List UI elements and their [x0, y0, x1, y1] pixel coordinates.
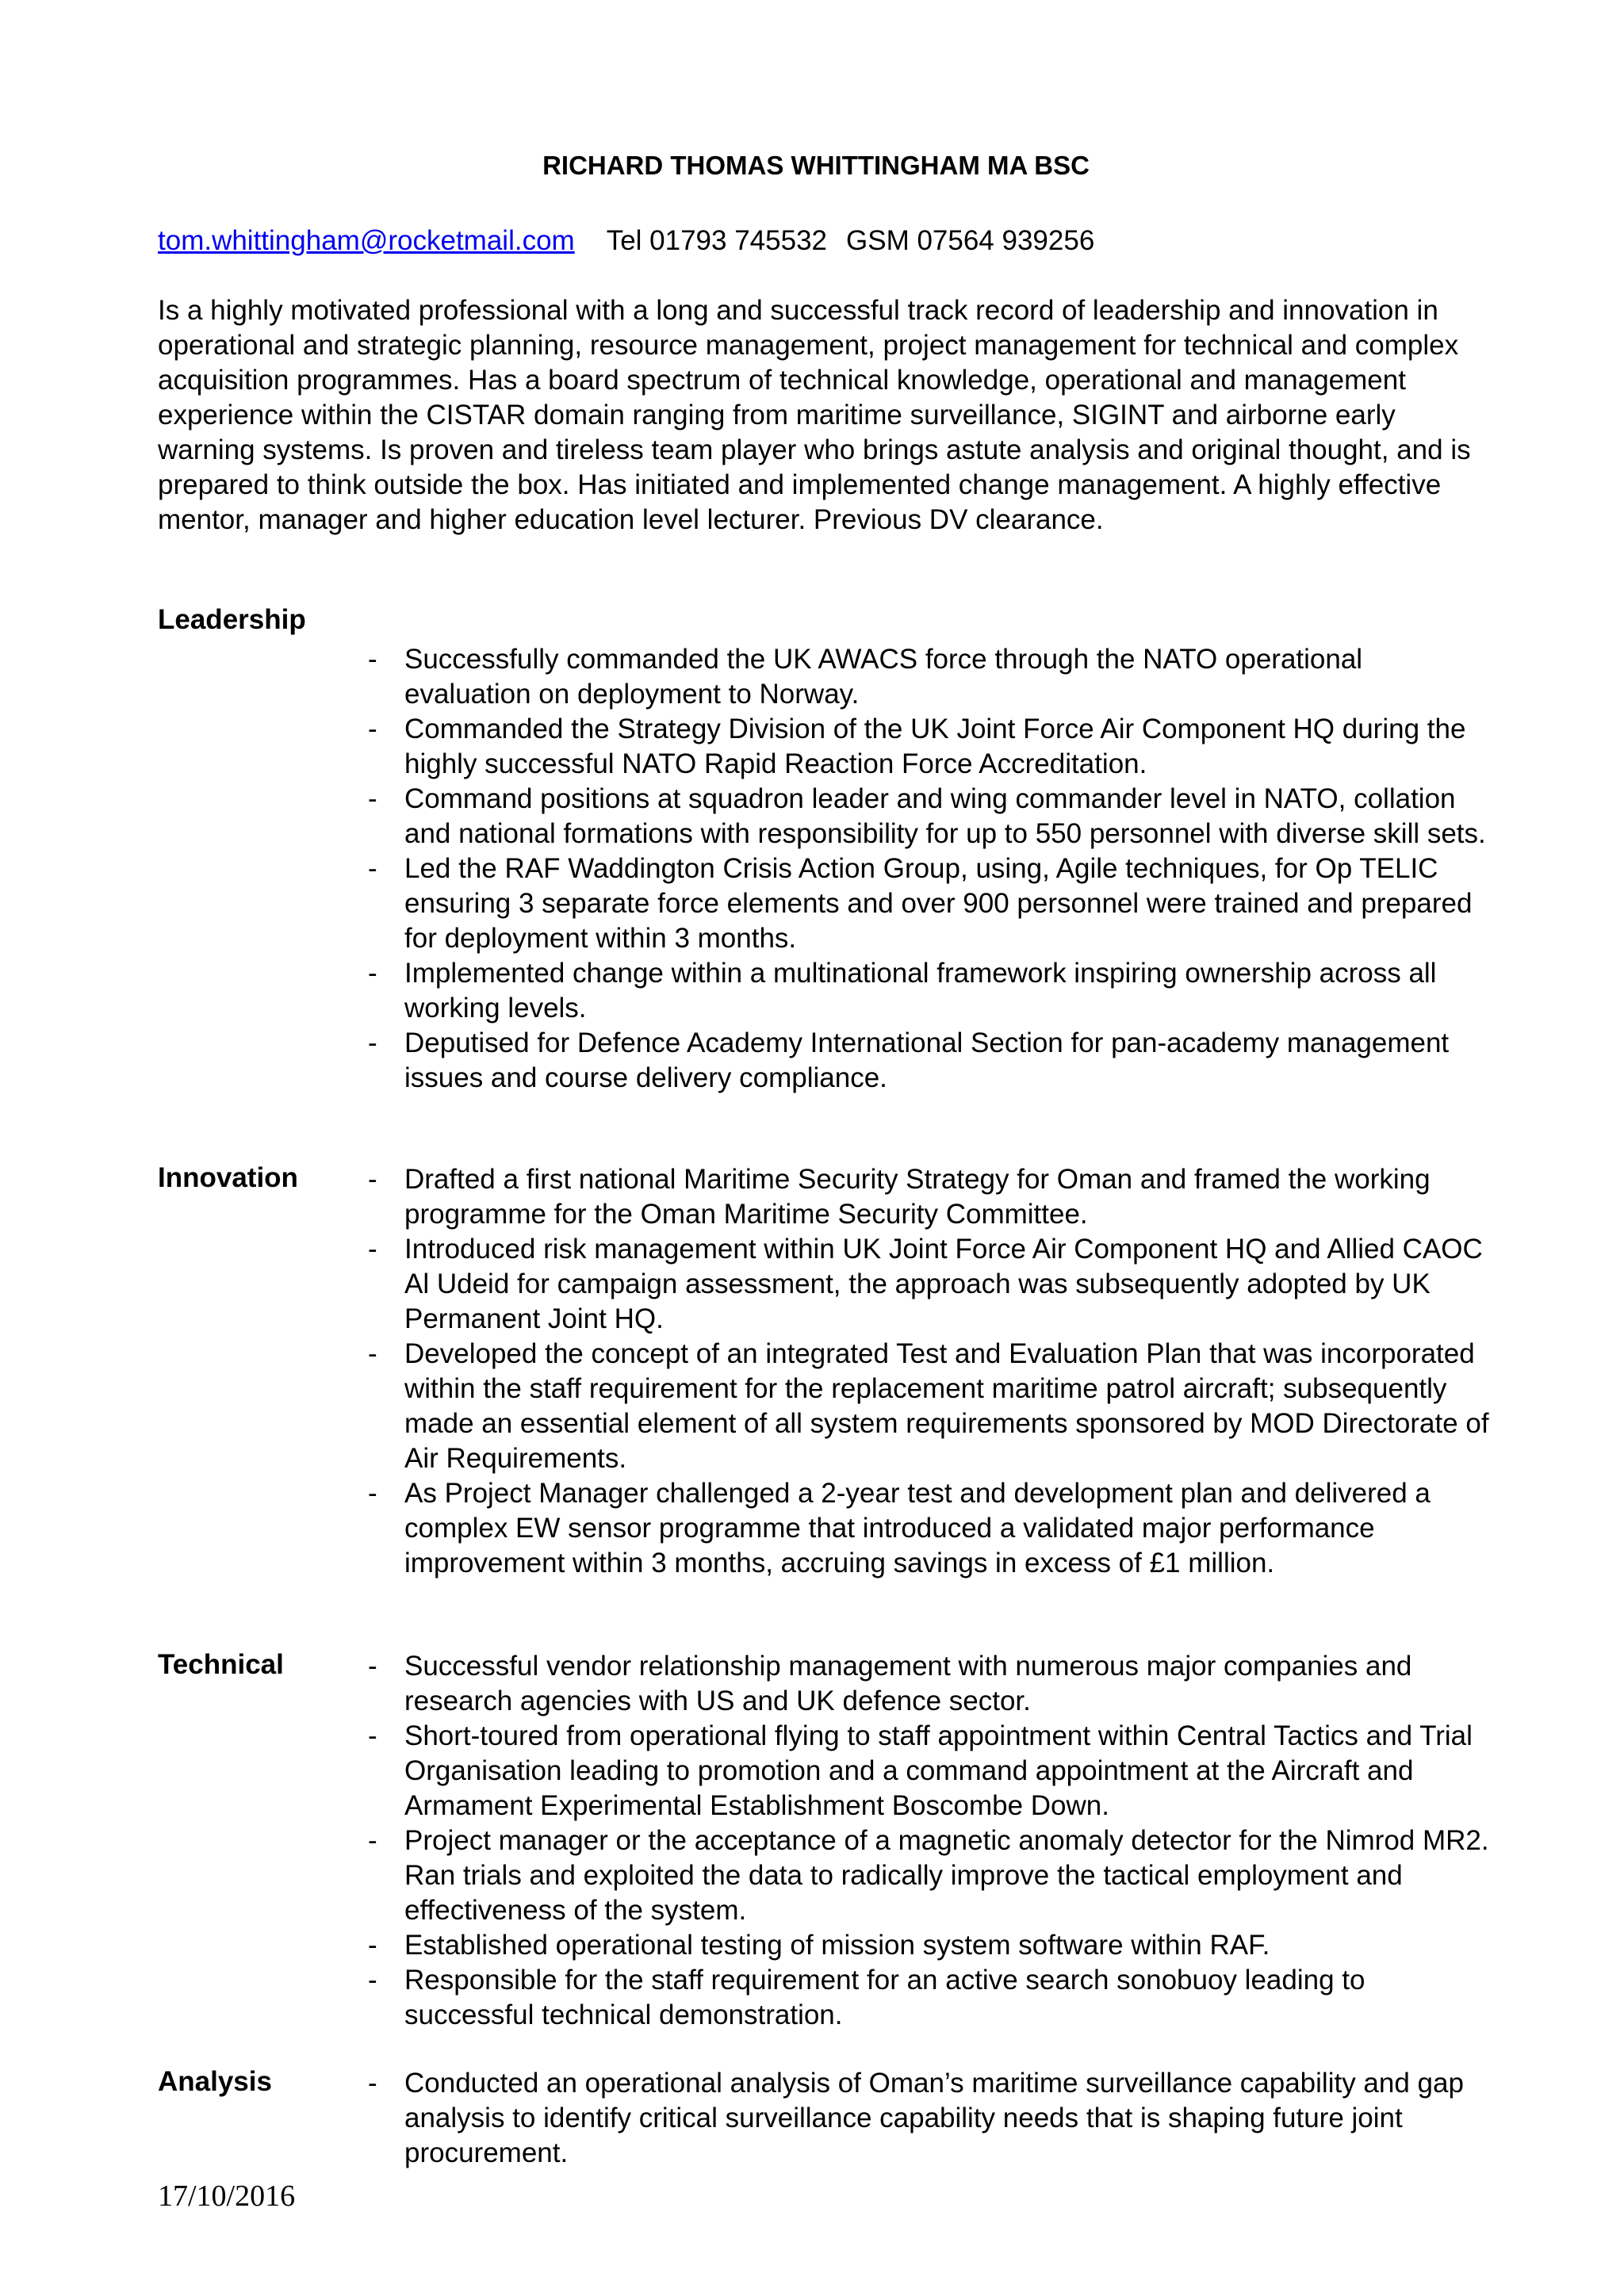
list-item: - As Project Manager challenged a 2-year test and development plan and delivered a complex EW sensor programme that introduced a validated major performance improvement within 3 months, accruing savings in excess of £1 million.: [362, 1476, 1496, 1581]
telephone-number: Tel 01793 745532: [606, 225, 827, 256]
list-item: - Short-toured from operational flying to staff appointment within Central Tactics and Trial Organisation leading to promotion and a command appointment at the Aircraft and Armament Experimental Establishment Boscombe Down.: [362, 1719, 1496, 1823]
list-item: - Command positions at squadron leader and wing commander level in NATO, collation and national formations with responsibility for up to 550 personnel with diverse skill sets.: [362, 782, 1496, 851]
list-item: - Deputised for Defence Academy International Section for pan-academy management issues and course delivery compliance.: [362, 1026, 1496, 1096]
mobile-number: GSM 07564 939256: [846, 225, 1095, 256]
list-item: - Conducted an operational analysis of Oman’s maritime surveillance capability and gap analysis to identify critical surveillance capability needs that is shaping future joint procurement.: [362, 2066, 1496, 2171]
profile-summary: Is a highly motivated professional with a long and successful track record of leadership and innovation in operational and strategic planning, resource management, project management for technical and complex acquisition programmes. Has a board spectrum of technical knowledge, operational and management experience within the CISTAR domain ranging from maritime surveillance, SIGINT and airborne early warning systems. Is proven and tireless team player who brings astute analysis and original thought, and is prepared to think outside the box. Has initiated and implemented change management. A highly effective mentor, manager and higher education level lecturer. Previous DV clearance.: [158, 295, 1471, 535]
analysis-list: [362, 2066, 1496, 2171]
list-item: - Implemented change within a multinational framework inspiring ownership across all working levels.: [362, 956, 1496, 1026]
email-link[interactable]: tom.whittingham@rocketmail.com: [158, 225, 575, 256]
leadership-list: [362, 642, 1496, 1096]
list-item: - Successfully commanded the UK AWACS force through the NATO operational evaluation on deployment to Norway.: [362, 642, 1496, 712]
list-item: - Established operational testing of mission system software within RAF.: [362, 1928, 1496, 1963]
candidate-name: RICHARD THOMAS WHITTINGHAM MA BSC: [542, 151, 1090, 180]
section-heading-leadership: Leadership: [158, 604, 306, 635]
contact-line: [158, 224, 1094, 258]
document-date: 17/10/2016: [158, 2179, 296, 2213]
section-heading-innovation: Innovation: [158, 1162, 298, 1193]
list-item: - Responsible for the staff requirement for an active search sonobuoy leading to successful technical demonstration.: [362, 1963, 1496, 2033]
list-item: - Drafted a first national Maritime Security Strategy for Oman and framed the working programme for the Oman Maritime Security Committee.: [362, 1162, 1496, 1232]
list-item: - Commanded the Strategy Division of the UK Joint Force Air Component HQ during the highly successful NATO Rapid Reaction Force Accreditation.: [362, 712, 1496, 782]
list-item: - Developed the concept of an integrated Test and Evaluation Plan that was incorporated within the staff requirement for the replacement maritime patrol aircraft; subsequently made an essential element of all system requirements sponsored by MOD Directorate of Air Requirements.: [362, 1337, 1496, 1476]
section-heading-technical: Technical: [158, 1649, 284, 1680]
list-item: - Project manager or the acceptance of a magnetic anomaly detector for the Nimrod MR2. Ran trials and exploited the data to radically improve the tactical employment and effectiveness of the system.: [362, 1823, 1496, 1928]
list-item: - Introduced risk management within UK Joint Force Air Component HQ and Allied CAOC Al Udeid for campaign assessment, the approach was subsequently adopted by UK Permanent Joint HQ.: [362, 1232, 1496, 1337]
innovation-list: [362, 1162, 1496, 1581]
technical-list: [362, 1649, 1496, 2033]
list-item: - Successful vendor relationship management with numerous major companies and research agencies with US and UK defence sector.: [362, 1649, 1496, 1719]
section-heading-analysis: Analysis: [158, 2066, 272, 2097]
list-item: - Led the RAF Waddington Crisis Action Group, using, Agile techniques, for Op TELIC ensuring 3 separate force elements and over 900 personnel were trained and prepared for deployment within 3 months.: [362, 851, 1496, 956]
